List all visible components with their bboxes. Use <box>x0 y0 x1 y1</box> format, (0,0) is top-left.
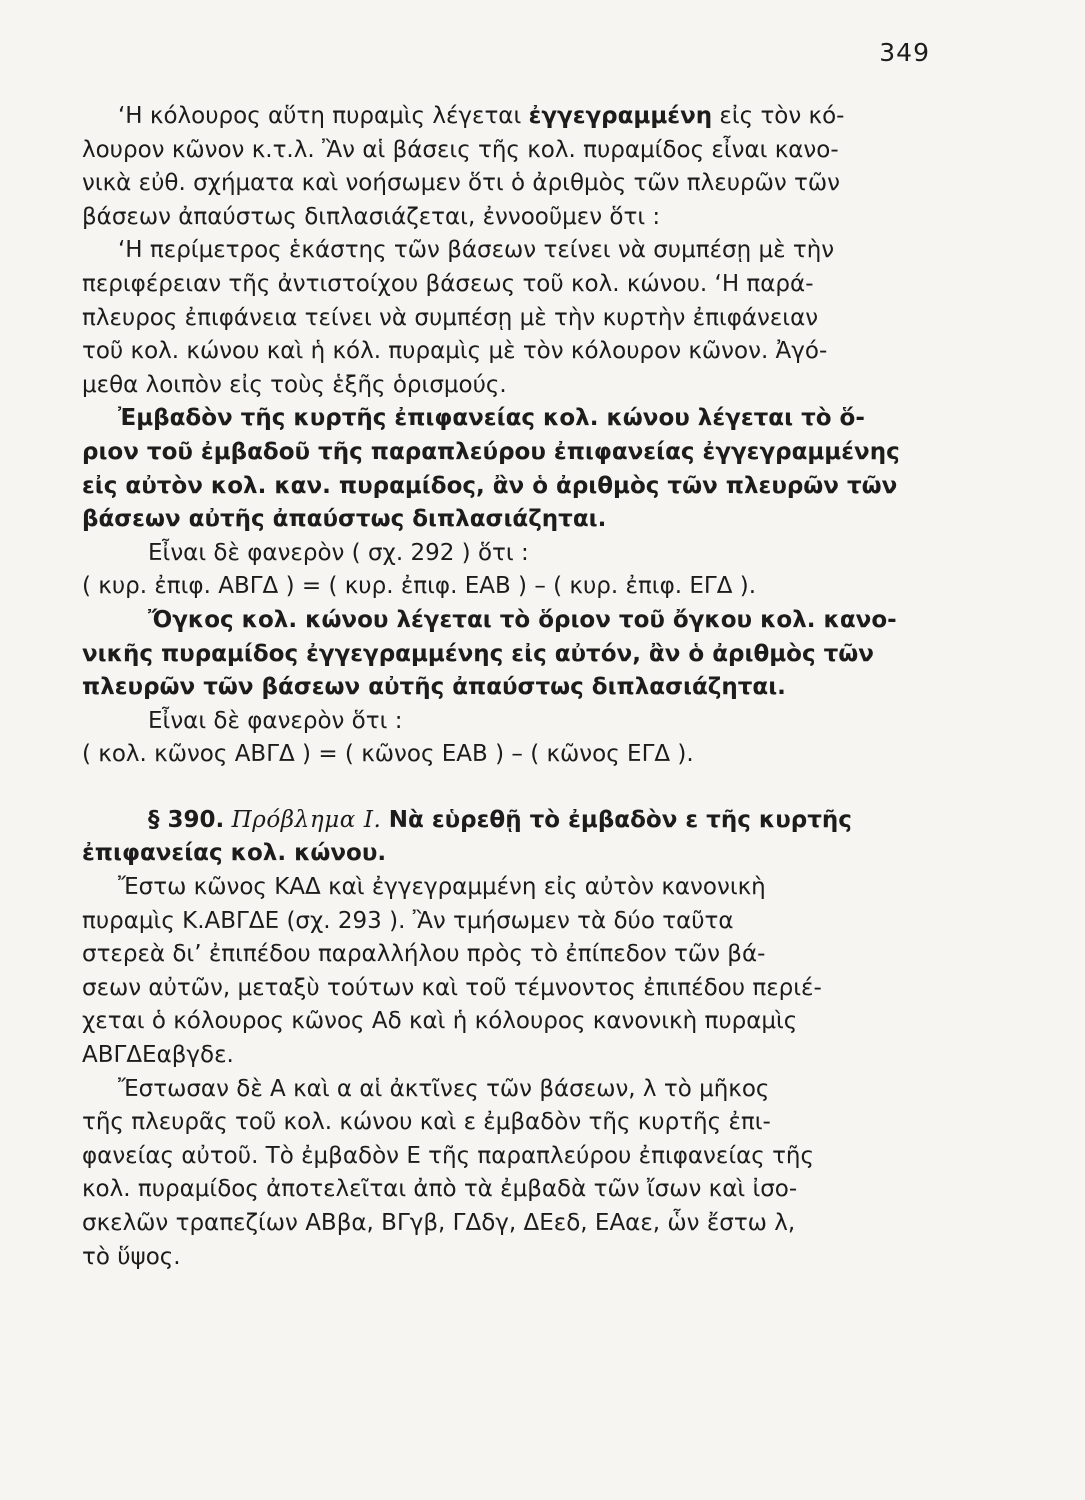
section-title: Νὰ εὑρεθῇ τὸ ἐμβαδὸν ε τῆς κυρτῆς <box>388 806 852 833</box>
text-line: Ἔστωσαν δὲ Α καὶ α αἱ ἀκτῖνες τῶν βάσεων, λ τὸ μῆκος <box>118 1075 770 1102</box>
equation-line: ( κυρ. ἐπιφ. ΑΒΓΔ ) = ( κυρ. ἐπιφ. ΕΑΒ ) – ( κυρ. ἐπιφ. ΕΓΔ ). <box>82 573 757 600</box>
text-line: φανείας αὐτοῦ. Τὸ ἐμβαδὸν Ε τῆς παραπλεύρου ἐπιφανείας τῆς <box>82 1142 815 1169</box>
text-line: νικὰ εὐθ. σχήματα καὶ νοήσωμεν ὅτι ὁ ἀριθμὸς τῶν πλευρῶν τῶν <box>82 170 840 197</box>
definition-line: βάσεων αὐτῆς ἀπαύστως διπλασιάζηται. <box>82 506 607 533</box>
section-number: § 390. <box>148 806 225 833</box>
text-run: ‘Η κόλουρος αὕτη πυραμὶς λέγεται <box>118 103 529 129</box>
definition-line: ριον τοῦ ἐμβαδοῦ τῆς παραπλεύρου ἐπιφανείας ἐγγεγραμμένης <box>82 438 900 465</box>
text-line: βάσεων ἀπαύστως διπλασιάζεται, ἐννοοῦμεν ὅτι : <box>82 203 661 230</box>
section-title-continued: ἐπιφανείας κολ. κώνου. <box>82 840 387 867</box>
text-line: Εἶναι δὲ φανερὸν ( σχ. 292 ) ὅτι : <box>148 539 529 566</box>
text-line: τῆς πλευρᾶς τοῦ κολ. κώνου καὶ ε ἐμβαδὸν τῆς κυρτῆς ἐπι- <box>82 1109 771 1136</box>
page-number: 349 <box>879 38 930 67</box>
equation-line: ( κολ. κῶνος ΑΒΓΔ ) = ( κῶνος ΕΑΒ ) – ( κῶνος ΕΓΔ ). <box>82 741 694 768</box>
page-body <box>82 100 952 1274</box>
text-line: χεται ὁ κόλουρος κῶνος Αδ καὶ ἡ κόλουρος κανονικὴ πυραμὶς <box>82 1008 798 1035</box>
emphasis-term: ἐγγεγραμμένη <box>528 103 713 129</box>
definition-line: πλευρῶν τῶν βάσεων αὐτῆς ἀπαύστως διπλασιάζηται. <box>82 674 786 701</box>
text-line: τοῦ κολ. κώνου καὶ ἡ κόλ. πυραμὶς μὲ τὸν κόλουρον κῶνον. Ἀγό- <box>82 338 828 365</box>
text-line: σεων αὐτῶν, μεταξὺ τούτων καὶ τοῦ τέμνοντος ἐπιπέδου περιέ- <box>82 974 822 1001</box>
text-line: Ἔστω κῶνος ΚΑΔ καὶ ἐγγεγραμμένη εἰς αὐτὸν κανονικὴ <box>118 874 766 901</box>
text-line: τὸ ὕψος. <box>82 1243 181 1270</box>
definition-line: εἰς αὐτὸν κολ. καν. πυραμίδος, ἂν ὁ ἀριθμὸς τῶν πλευρῶν τῶν <box>82 472 898 499</box>
section-spacer <box>82 772 952 804</box>
text-run: εἰς τὸν κό- <box>712 103 845 129</box>
definition-line: Ὄγκος κολ. κώνου λέγεται τὸ ὅριον τοῦ ὄγκου κολ. κανο- <box>148 606 897 633</box>
text-line: μεθα λοιπὸν εἰς τοὺς ἑξῆς ὁρισμούς. <box>82 371 507 398</box>
text-line <box>82 100 952 134</box>
text-line: λουρον κῶνον κ.τ.λ. Ἂν αἱ βάσεις τῆς κολ. πυραμίδος εἶναι κανο- <box>82 136 839 163</box>
text-line: κολ. πυραμίδος ἀποτελεῖται ἀπὸ τὰ ἐμβαδὰ τῶν ἴσων καὶ ἰσο- <box>82 1176 798 1203</box>
text-line: ‘Η περίμετρος ἑκάστης τῶν βάσεων τείνει νὰ συμπέσῃ μὲ τὴν <box>118 237 835 264</box>
definition-line: νικῆς πυραμίδος ἐγγεγραμμένης εἰς αὐτόν, ἂν ὁ ἀριθμὸς τῶν <box>82 640 874 667</box>
section-heading <box>82 804 952 838</box>
text-line: στερεὰ δι’ ἐπιπέδου παραλλήλου πρὸς τὸ ἐπίπεδον τῶν βά- <box>82 941 766 968</box>
text-line: σκελῶν τραπεζίων ΑΒβα, ΒΓγβ, ΓΔδγ, ΔΕεδ, ΕΑαε, ὧν ἔστω λ, <box>82 1210 796 1236</box>
text-line: πλευρος ἐπιφάνεια τείνει νὰ συμπέσῃ μὲ τὴν κυρτὴν ἐπιφάνειαν <box>82 304 819 331</box>
text-line: Εἶναι δὲ φανερὸν ὅτι : <box>148 707 403 734</box>
text-line: περιφέρειαν τῆς ἀντιστοίχου βάσεως τοῦ κολ. κώνου. ‘Η παρά- <box>82 270 814 297</box>
definition-line: Ἐμβαδὸν τῆς κυρτῆς ἐπιφανείας κολ. κώνου λέγεται τὸ ὅ- <box>118 405 865 432</box>
section-label: Πρόβλημα Ι. <box>231 806 382 833</box>
text-line: πυραμὶς Κ.ΑΒΓΔΕ (σχ. 293 ). Ἂν τμήσωμεν τὰ δύο ταῦτα <box>82 907 734 934</box>
text-line: ΑΒΓΔΕαβγδε. <box>82 1042 234 1069</box>
